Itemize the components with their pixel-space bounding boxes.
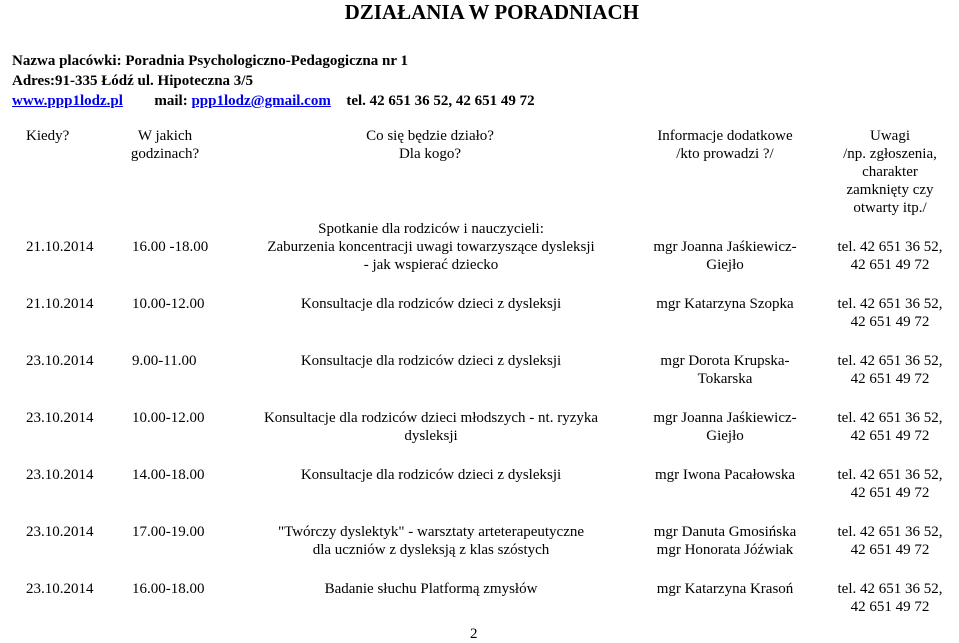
row-contact-line: 42 651 49 72 — [850, 428, 930, 444]
row-date: 23.10.2014 — [26, 410, 94, 426]
row-contact-line: 42 651 49 72 — [850, 314, 930, 330]
header-what-line: Co się będzie działo? — [366, 128, 494, 144]
row-leader-line: mgr Joanna Jaśkiewicz- — [653, 239, 797, 255]
website-link[interactable]: www.ppp1lodz.pl — [12, 93, 123, 109]
row-contact-line: tel. 42 651 36 52, — [837, 467, 943, 483]
header-notes — [825, 127, 955, 217]
row-leader — [640, 409, 810, 445]
header-what — [250, 127, 610, 163]
row-leader-line: mgr Honorata Jóźwiak — [656, 542, 794, 558]
row-leader — [640, 295, 810, 313]
header-notes-line: zamknięty czy — [846, 182, 934, 198]
row-contact — [825, 352, 955, 388]
row-date: 23.10.2014 — [26, 524, 94, 540]
row-contact-line: tel. 42 651 36 52, — [837, 581, 943, 597]
row-leader-line: Giejło — [706, 257, 744, 273]
header-hours — [110, 127, 220, 163]
row-event-line: dysleksji — [404, 428, 458, 444]
row-event-line: Badanie słuchu Platformą zmysłów — [324, 581, 538, 597]
row-contact-line: 42 651 49 72 — [850, 542, 930, 558]
row-event — [240, 466, 622, 484]
row-contact-line: 42 651 49 72 — [850, 371, 930, 387]
row-leader-line: Tokarska — [697, 371, 753, 387]
institution-contact — [12, 92, 535, 110]
header-hours-line: W jakich — [137, 128, 193, 144]
row-time: 10.00-12.00 — [132, 296, 205, 312]
row-contact-line: tel. 42 651 36 52, — [837, 353, 943, 369]
header-when: Kiedy? — [26, 128, 70, 144]
row-date: 23.10.2014 — [26, 353, 94, 369]
phone-line: tel. 42 651 36 52, 42 651 49 72 — [346, 93, 535, 109]
row-event-line: Konsultacje dla rodziców dzieci młodszych - nt. ryzyka — [263, 410, 599, 426]
institution-name: Nazwa placówki: Poradnia Psychologiczno-Pedagogiczna nr 1 — [12, 53, 408, 69]
row-contact — [825, 409, 955, 445]
row-contact-line: 42 651 49 72 — [850, 257, 930, 273]
row-leader — [640, 466, 810, 484]
row-event-line: Konsultacje dla rodziców dzieci z dysleksji — [300, 353, 562, 369]
row-leader-line: mgr Iwona Pacałowska — [655, 467, 795, 483]
row-contact-line: 42 651 49 72 — [850, 599, 930, 615]
row-event-line: "Twórczy dyslektyk" - warsztaty arteterapeutyczne — [277, 524, 585, 540]
row-contact-line: tel. 42 651 36 52, — [837, 410, 943, 426]
row-event — [240, 580, 622, 598]
page-title: DZIAŁANIA W PORADNIACH — [344, 0, 639, 24]
row-event-line: dla uczniów z dysleksją z klas szóstych — [312, 542, 550, 558]
row-contact-line: tel. 42 651 36 52, — [837, 296, 943, 312]
header-notes-line: /np. zgłoszenia, — [843, 146, 937, 162]
row-contact — [825, 238, 955, 274]
row-event-line: Konsultacje dla rodziców dzieci z dysleksji — [300, 296, 562, 312]
mail-label: mail: — [154, 93, 188, 109]
institution-address: Adres:91-335 Łódź ul. Hipoteczna 3/5 — [12, 73, 253, 89]
row-contact — [825, 466, 955, 502]
row-event-line: Konsultacje dla rodziców dzieci z dysleksji — [300, 467, 562, 483]
header-hours-line: godzinach? — [130, 146, 200, 162]
row-time: 10.00-12.00 — [132, 410, 205, 426]
row-leader-line: mgr Dorota Krupska- — [660, 353, 790, 369]
page-number: 2 — [470, 626, 478, 642]
row-event — [240, 220, 622, 274]
header-info — [640, 127, 810, 163]
row-event — [240, 352, 622, 370]
header-notes-line: Uwagi — [870, 128, 910, 144]
row-leader — [640, 580, 810, 598]
row-event-line: - jak wspierać dziecko — [363, 257, 499, 273]
row-event — [240, 295, 622, 313]
row-leader — [640, 352, 810, 388]
header-notes-line: charakter — [862, 164, 918, 180]
row-event — [240, 523, 622, 559]
row-time: 14.00-18.00 — [132, 467, 205, 483]
row-contact-line: 42 651 49 72 — [850, 485, 930, 501]
header-what-line: Dla kogo? — [398, 146, 462, 162]
row-leader-line: mgr Danuta Gmosińska — [653, 524, 797, 540]
row-time: 16.00-18.00 — [132, 581, 205, 597]
row-leader — [640, 238, 810, 274]
row-time: 9.00-11.00 — [132, 353, 197, 369]
row-event-line: Spotkanie dla rodziców i nauczycieli: — [318, 221, 544, 237]
header-info-line: /kto prowadzi ?/ — [676, 146, 774, 162]
row-event-line: Zaburzenia koncentracji uwagi towarzyszące dysleksji — [267, 239, 595, 255]
row-date: 23.10.2014 — [26, 467, 94, 483]
row-contact — [825, 295, 955, 331]
row-leader-line: mgr Joanna Jaśkiewicz- — [653, 410, 797, 426]
row-leader — [640, 523, 810, 559]
row-time: 16.00 -18.00 — [132, 239, 209, 255]
row-contact-line: tel. 42 651 36 52, — [837, 524, 943, 540]
email-link[interactable]: ppp1lodz@gmail.com — [191, 93, 331, 109]
row-contact — [825, 580, 955, 616]
row-date: 23.10.2014 — [26, 581, 94, 597]
row-leader-line: mgr Katarzyna Krasoń — [656, 581, 794, 597]
row-leader-line: Giejło — [706, 428, 744, 444]
header-notes-line: otwarty itp./ — [853, 200, 927, 216]
row-leader-line: mgr Katarzyna Szopka — [656, 296, 794, 312]
row-time: 17.00-19.00 — [132, 524, 205, 540]
row-date: 21.10.2014 — [26, 296, 94, 312]
header-info-line: Informacje dodatkowe — [657, 128, 793, 144]
row-event — [240, 409, 622, 445]
row-contact-line: tel. 42 651 36 52, — [837, 239, 943, 255]
row-date: 21.10.2014 — [26, 239, 94, 255]
row-contact — [825, 523, 955, 559]
